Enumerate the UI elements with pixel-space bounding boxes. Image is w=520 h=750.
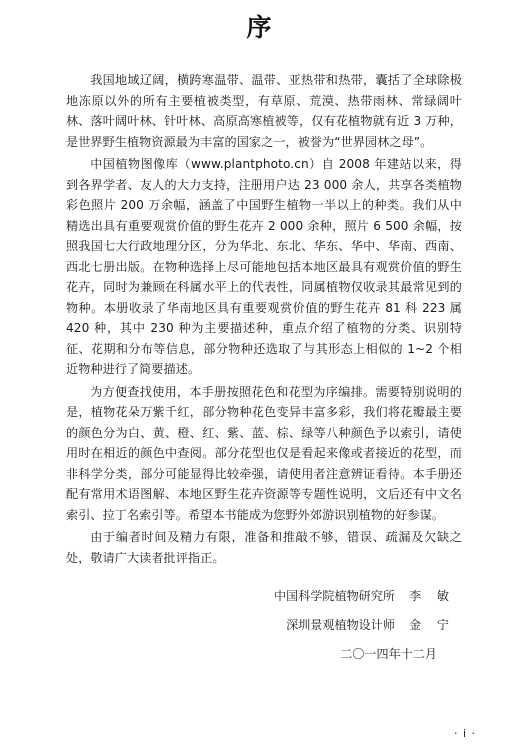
paragraph-2: 中国植物图像库（www.plantphoto.cn）自 2008 年建站以来，得到各界学者、友人的大力支持，注册用户达 23 000 余人，共享各类植物彩色照片 200 万余幅，涵盖了中国野生植物一半以上的种类。我们从中精选出具有重要观赏价值的野生花卉 2 000 余种，照片 6 500 余幅，按照我国七大行政地理分区，分为华北、东北、华东、华中、华南、西南、西北七册出版。在物种选择上尽可能地包括本地区最具有观赏价值的野生花卉，同时为兼顾在科属水平上的代表性，同属植物仅收录其最常见到的物种。本册收录了华南地区具有重要观赏价值的野生花卉 81 科 223 属 420 种，其中 230 种为主要描述种，重点介绍了植物的分类、识别特征、花期和分布等信息，部分物种还选取了与其形态上相似的 1~2 个相近物种进行了简要描述。 [66, 157, 462, 376]
author-name: 金 宁 [408, 618, 455, 632]
signoff-date: 二〇一四年十二月 [340, 647, 437, 661]
author-affiliation: 中国科学院植物研究所 [274, 589, 395, 603]
signoff-line-2 [0, 611, 455, 640]
paragraph-1: 我国地域辽阔，横跨寒温带、温带、亚热带和热带，囊括了全球除极地冻原以外的所有主要植被类型，有草原、荒漠、热带雨林、常绿阔叶林、落叶阔叶林、针叶林、高原高寒植被等，仅有花植物就有近 3 万种，是世界野生植物资源最为丰富的国家之一，被誉为“世界园林之母”。 [66, 73, 462, 149]
page-title: 序 [246, 13, 274, 42]
author-affiliation: 深圳景观植物设计师 [286, 618, 395, 632]
author-name: 李 敏 [408, 589, 455, 603]
paragraph-3: 为方便查找使用，本手册按照花色和花型为序编排。需要特别说明的是，植物花朵万紫千红，部分物种花色变异丰富多彩，我们将花瓣最主要的颜色分为白、黄、橙、红、紫、蓝、棕、绿等八种颜色予以索引，请使用时在相近的颜色中查阅。部分花型也仅是看起来像或者接近的花型，而非科学分类，部分可能显得比较牵强，请使用者注意辨证看待。本手册还配有常用术语图解、本地区野生花卉资源等专题性说明，文后还有中文名索引、拉丁名索引等。希望本书能成为您野外郊游识别植物的好参谋。 [66, 384, 462, 522]
paragraph-4: 由于编者时间及精力有限，准备和推敲不够，错误、疏漏及欠缺之处，敬请广大读者批评指正。 [66, 530, 462, 565]
preface-body [66, 70, 462, 570]
signoff-block [0, 582, 455, 669]
page-number: · i · [453, 727, 476, 740]
signoff-line-1 [0, 582, 455, 611]
